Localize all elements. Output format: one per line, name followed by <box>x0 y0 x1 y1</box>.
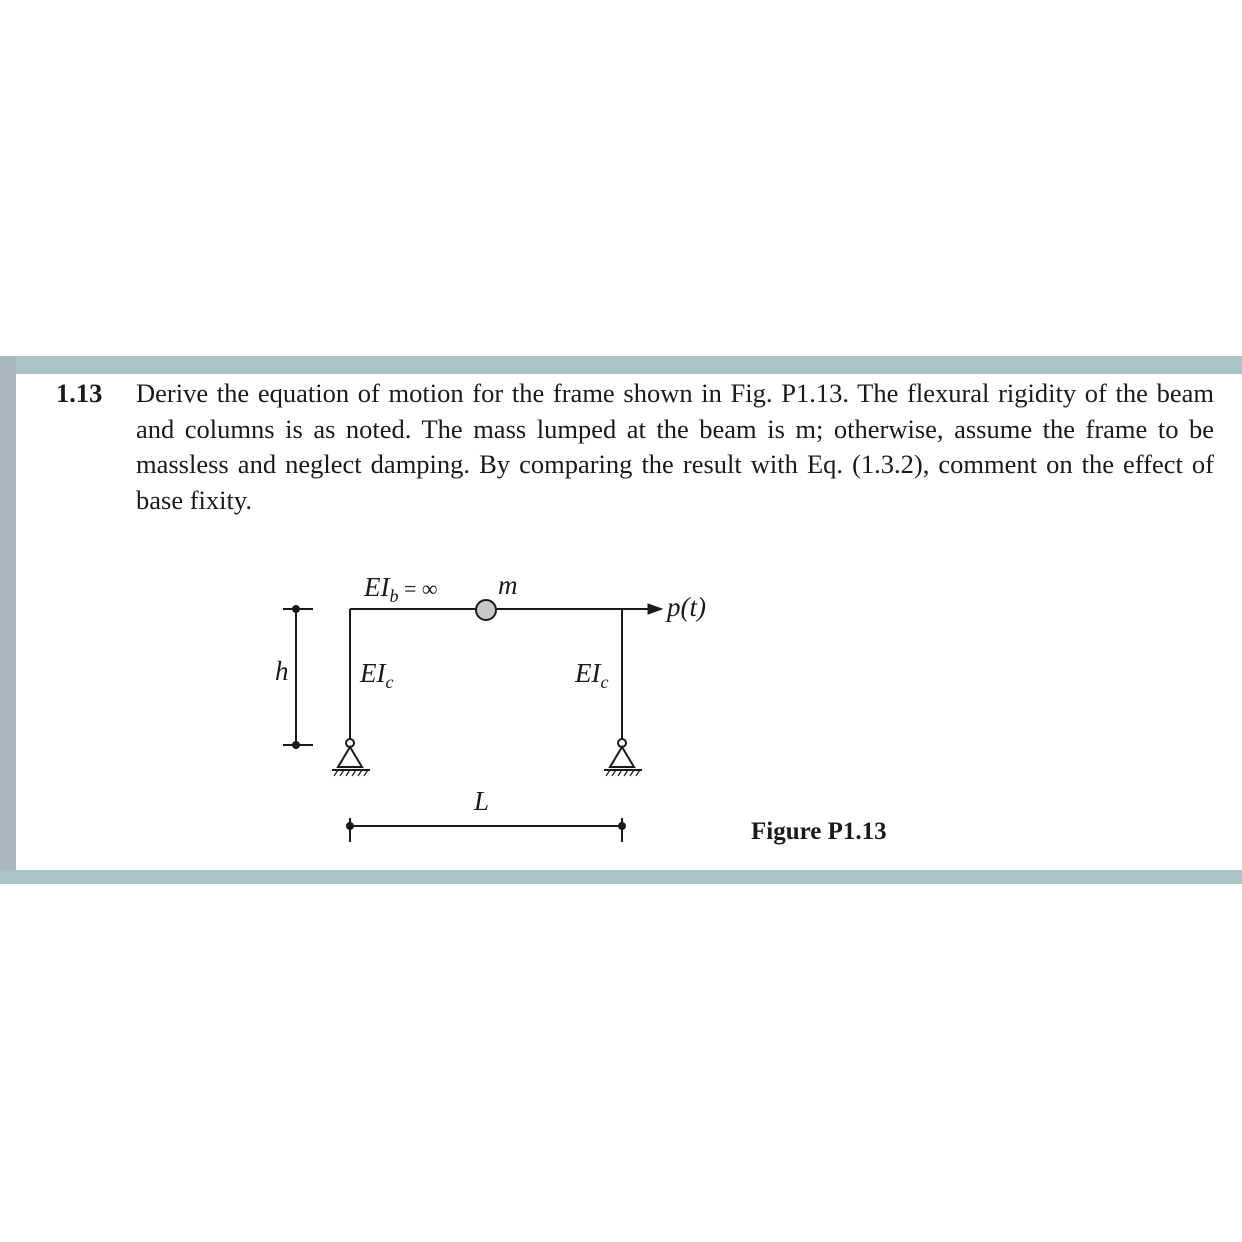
lumped-mass <box>476 600 496 620</box>
beam-rigidity-label <box>364 572 438 607</box>
beam-rigidity-value: = ∞ <box>398 576 438 601</box>
beam-rigidity-text: EI <box>364 572 390 602</box>
problem-panel <box>0 356 1242 884</box>
frame-figure <box>0 356 1242 884</box>
beam-rigidity-subscript: b <box>389 586 399 606</box>
force-arrow <box>648 604 662 614</box>
left-pin-support <box>332 739 370 776</box>
mass-label: m <box>498 570 518 600</box>
right-column-rigidity-label <box>575 658 608 693</box>
left-column-rigidity-subscript: c <box>385 672 394 692</box>
right-column-rigidity-text: EI <box>575 658 601 688</box>
frame-diagram <box>0 356 1242 884</box>
left-column-rigidity-label <box>360 658 393 693</box>
problem-text: Derive the equation of motion for the frame shown in Fig. P1.13. The flexural rigidity of the beam and columns is as noted. The mass lumped at the beam is m; otherwise, assume the frame to be massless and neglect damping. By comparing the result with Eq. (1.3.2), comment on the effect of base fixity. <box>136 378 1214 515</box>
force-label: p(t) <box>667 592 706 622</box>
span-dimension <box>347 818 625 842</box>
problem-number: 1.13 <box>56 378 103 408</box>
right-column-rigidity-subscript: c <box>600 672 609 692</box>
left-column-rigidity-text: EI <box>360 658 386 688</box>
span-label: L <box>474 786 490 816</box>
height-label: h <box>275 656 289 686</box>
right-pin-support <box>604 739 642 776</box>
figure-caption: Figure P1.13 <box>751 818 887 845</box>
